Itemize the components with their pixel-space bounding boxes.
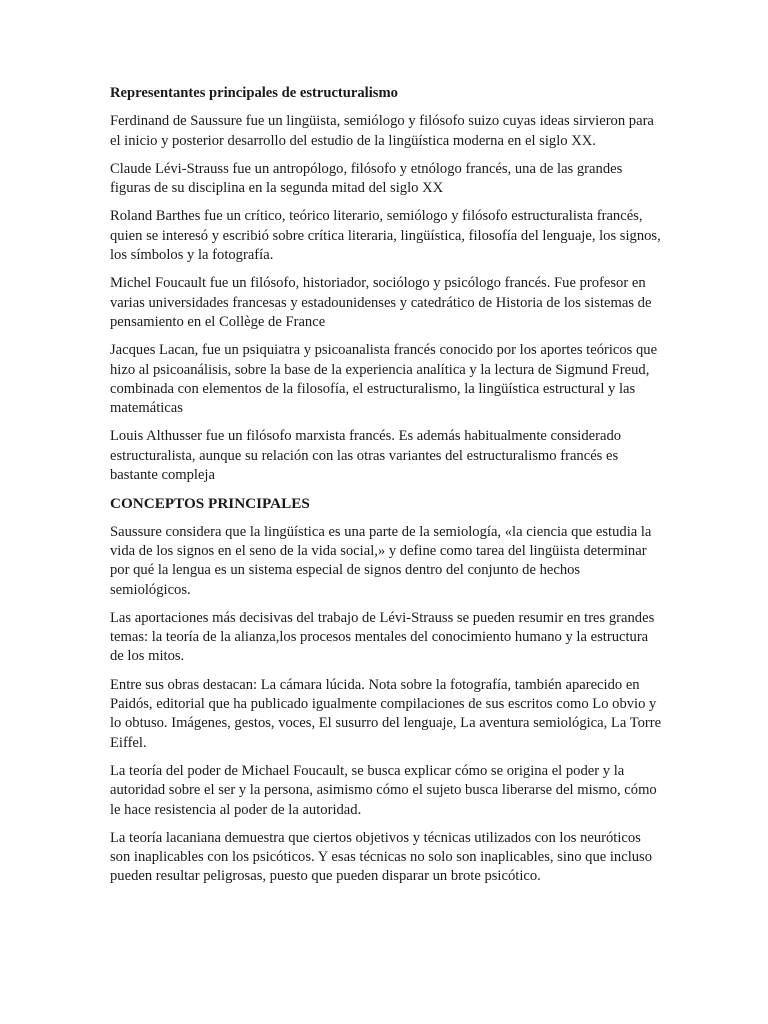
- paragraph-saussure: Ferdinand de Saussure fue un lingüista, semiólogo y filósofo suizo cuyas ideas sirvieron para el inicio y posterior desarrollo del estudio de la lingüística moderna en el siglo XX.: [110, 113, 654, 149]
- paragraph-concepto-lacan: La teoría lacaniana demuestra que ciertos objetivos y técnicas utilizados con los neuróticos son inaplicables con los psicóticos. Y esas técnicas no solo son inaplicables, sino que incluso pueden resultar peligrosas, puesto que pueden disparar un brote psicótico.: [110, 829, 653, 885]
- paragraph-levi-strauss: Claude Lévi-Strauss fue un antropólogo, filósofo y etnólogo francés, una de las grandes figuras de su disciplina en la segunda mitad del siglo XX: [110, 160, 623, 197]
- paragraph-barthes: Roland Barthes fue un crítico, teórico literario, semiólogo y filósofo estructuralista francés, quien se interesó y escribió sobre crítica literaria, lingüística, filosofía del lenguaje, los signos, los símbolos y la fotografía.: [110, 208, 661, 264]
- document-title: Representantes principales de estructuralismo: [110, 85, 398, 101]
- paragraph-concepto-saussure: Saussure considera que la lingüística es una parte de la semiología, «la ciencia que estudia la vida de los signos en el seno de la vida social,» y define como tarea del lingüista determinar por qué la lengua es un sistema especial de signos dentro del conjunto de hechos semiológicos.: [110, 523, 652, 598]
- paragraph-concepto-barthes: Entre sus obras destacan: La cámara lúcida. Nota sobre la fotografía, también aparecido en Paidós, editorial que ha publicado igualmente compilaciones de sus escritos como Lo obvio y lo obtuso. Imágenes, gestos, voces, El susurro del lenguaje, La aventura semiológica, La Torre Eiffel.: [110, 676, 662, 751]
- document-page: [110, 84, 662, 896]
- paragraph-concepto-levi-strauss: Las aportaciones más decisivas del trabajo de Lévi-Strauss se pueden resumir en tres grandes temas: la teoría de la alianza,los procesos mentales del conocimiento humano y la estructura de los mitos.: [110, 609, 655, 665]
- paragraph-lacan: Jacques Lacan, fue un psiquiatra y psicoanalista francés conocido por los aportes teóricos que hizo al psicoanálisis, sobre la base de la experiencia analítica y la lectura de Sigmund Freud, combinada con elementos de la filosofía, el estructuralismo, la lingüística estructural y las matemáticas: [110, 342, 658, 417]
- paragraph-foucault: Michel Foucault fue un filósofo, historiador, sociólogo y psicólogo francés. Fue profesor en varias universidades francesas y estadounidenses y catedrático de Historia de los sistemas de pensamiento en el Collège de France: [110, 275, 652, 330]
- paragraph-althusser: Louis Althusser fue un filósofo marxista francés. Es además habitualmente considerado estructuralista, aunque su relación con las otras variantes del estructuralismo francés es bastante compleja: [110, 428, 622, 484]
- section-heading-conceptos: CONCEPTOS PRINCIPALES: [110, 495, 310, 513]
- paragraph-concepto-foucault: La teoría del poder de Michael Foucault, se busca explicar cómo se origina el poder y la autoridad sobre el ser y la persona, asimismo cómo el sujeto busca liberarse del mismo, cómo le hace resistencia al poder de la autoridad.: [110, 762, 657, 818]
